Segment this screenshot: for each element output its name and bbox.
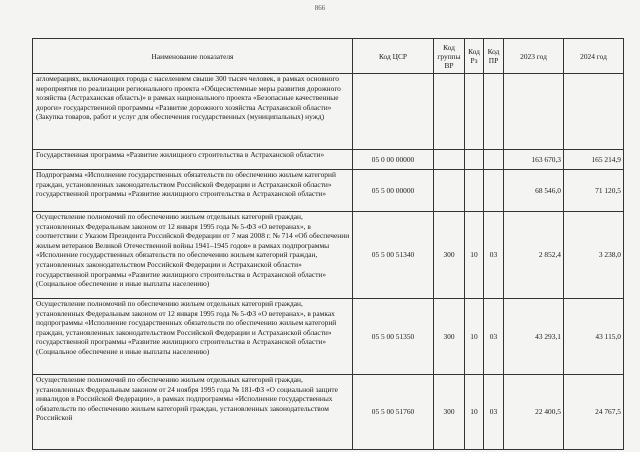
- row-name: Осуществление полномочий по обеспечению жильем отдельных категорий граждан, установленных Федеральным законом от 12 января 1995 года № 5-ФЗ «О ветеранах», в рамках подпрограммы «Исполнение государственных обязательств по обеспечению жильем категорий граждан, установленных законодательством Российской Федерации и Астраханской области» государственной программы «Развитие жилищного строительства в Астраханской области» (Социальное обеспечение и иные выплаты населению): [33, 299, 353, 375]
- row-name: Осуществление полномочий по обеспечению жильем отдельных категорий граждан, установленных Федеральным законом от 24 ноября 1995 года № 181-ФЗ «О социальной защите инвалидов в Российской Федерации», в рамках подпрограммы «Исполнение государственных обязательств по обеспечению жильем категорий граждан, установленных законодательством Российской: [33, 375, 353, 450]
- row-vr: [434, 74, 465, 150]
- header-vr: Код группы ВР: [434, 39, 465, 74]
- budget-table: [32, 38, 624, 450]
- row-pr: 03: [484, 375, 504, 450]
- table-row: [33, 170, 624, 212]
- row-2024: 3 238,0: [564, 212, 624, 299]
- row-name: Подпрограмма «Исполнение государственных обязательств по обеспечению жильем категорий граждан, установленных законодательством Российской Федерации и Астраханской области» государственной программы «Развитие жилищного строительства в Астраханской области»: [33, 170, 353, 212]
- row-csr: 05 5 00 51350: [353, 299, 434, 375]
- row-rz: 10: [465, 375, 484, 450]
- row-pr: [484, 170, 504, 212]
- row-2024: 24 767,5: [564, 375, 624, 450]
- row-2023: 68 546,0: [504, 170, 564, 212]
- row-csr: 05 5 00 51760: [353, 375, 434, 450]
- row-vr: [434, 150, 465, 170]
- row-2024: 71 120,5: [564, 170, 624, 212]
- row-vr: [434, 170, 465, 212]
- table-row: [33, 150, 624, 170]
- page-number: 866: [314, 4, 326, 12]
- row-csr: 05 5 00 51340: [353, 212, 434, 299]
- table-row: [33, 212, 624, 299]
- table-row: [33, 299, 624, 375]
- row-vr: 300: [434, 299, 465, 375]
- header-rz: Код Рз: [465, 39, 484, 74]
- table-header-row: [33, 39, 624, 74]
- row-2023: [504, 74, 564, 150]
- row-name: Осуществление полномочий по обеспечению жильем отдельных категорий граждан, установленных Федеральным законом от 12 января 1995 года № 5-ФЗ «О ветеранах», в соответствии с Указом Президента Российской Федерации от 7 мая 2008 г. № 714 «Об обеспечении жильем ветеранов Великой Отечественной войны 1941–1945 годов» в рамках подпрограммы «Исполнение государственных обязательств по обеспечению жильем категорий граждан, установленных законодательством Российской Федерации и Астраханской области» государственной программы «Развитие жилищного строительства в Астраханской области» (Социальное обеспечение и иные выплаты населению): [33, 212, 353, 299]
- row-rz: 10: [465, 212, 484, 299]
- row-2024: 165 214,9: [564, 150, 624, 170]
- header-name: Наименование показателя: [33, 39, 353, 74]
- header-csr: Код ЦСР: [353, 39, 434, 74]
- row-vr: 300: [434, 375, 465, 450]
- row-2023: 43 293,1: [504, 299, 564, 375]
- row-rz: [465, 150, 484, 170]
- row-2023: 22 400,5: [504, 375, 564, 450]
- row-pr: 03: [484, 299, 504, 375]
- header-pr: Код ПР: [484, 39, 504, 74]
- row-2023: 163 670,3: [504, 150, 564, 170]
- header-2023: 2023 год: [504, 39, 564, 74]
- header-2024: 2024 год: [564, 39, 624, 74]
- row-2024: [564, 74, 624, 150]
- row-rz: 10: [465, 299, 484, 375]
- row-name: агломерациях, включающих города с населением свыше 300 тысяч человек, в рамках основного мероприятия по реализации регионального проекта «Общесистемные меры развития дорожного хозяйства (Астраханская область)» в рамках национального проекта «Безопасные качественные дороги» государственной программы «Развитие дорожного хозяйства Астраханской области» (Закупка товаров, работ и услуг для обеспечения государственных (муниципальных) нужд): [33, 74, 353, 150]
- row-csr: [353, 74, 434, 150]
- row-2024: 43 115,0: [564, 299, 624, 375]
- row-pr: [484, 74, 504, 150]
- row-vr: 300: [434, 212, 465, 299]
- row-name: Государственная программа «Развитие жилищного строительства в Астраханской области»: [33, 150, 353, 170]
- row-csr: 05 0 00 00000: [353, 150, 434, 170]
- row-pr: [484, 150, 504, 170]
- row-pr: 03: [484, 212, 504, 299]
- row-csr: 05 5 00 00000: [353, 170, 434, 212]
- table-row: [33, 74, 624, 150]
- table-row: [33, 375, 624, 450]
- row-rz: [465, 170, 484, 212]
- row-2023: 2 852,4: [504, 212, 564, 299]
- row-rz: [465, 74, 484, 150]
